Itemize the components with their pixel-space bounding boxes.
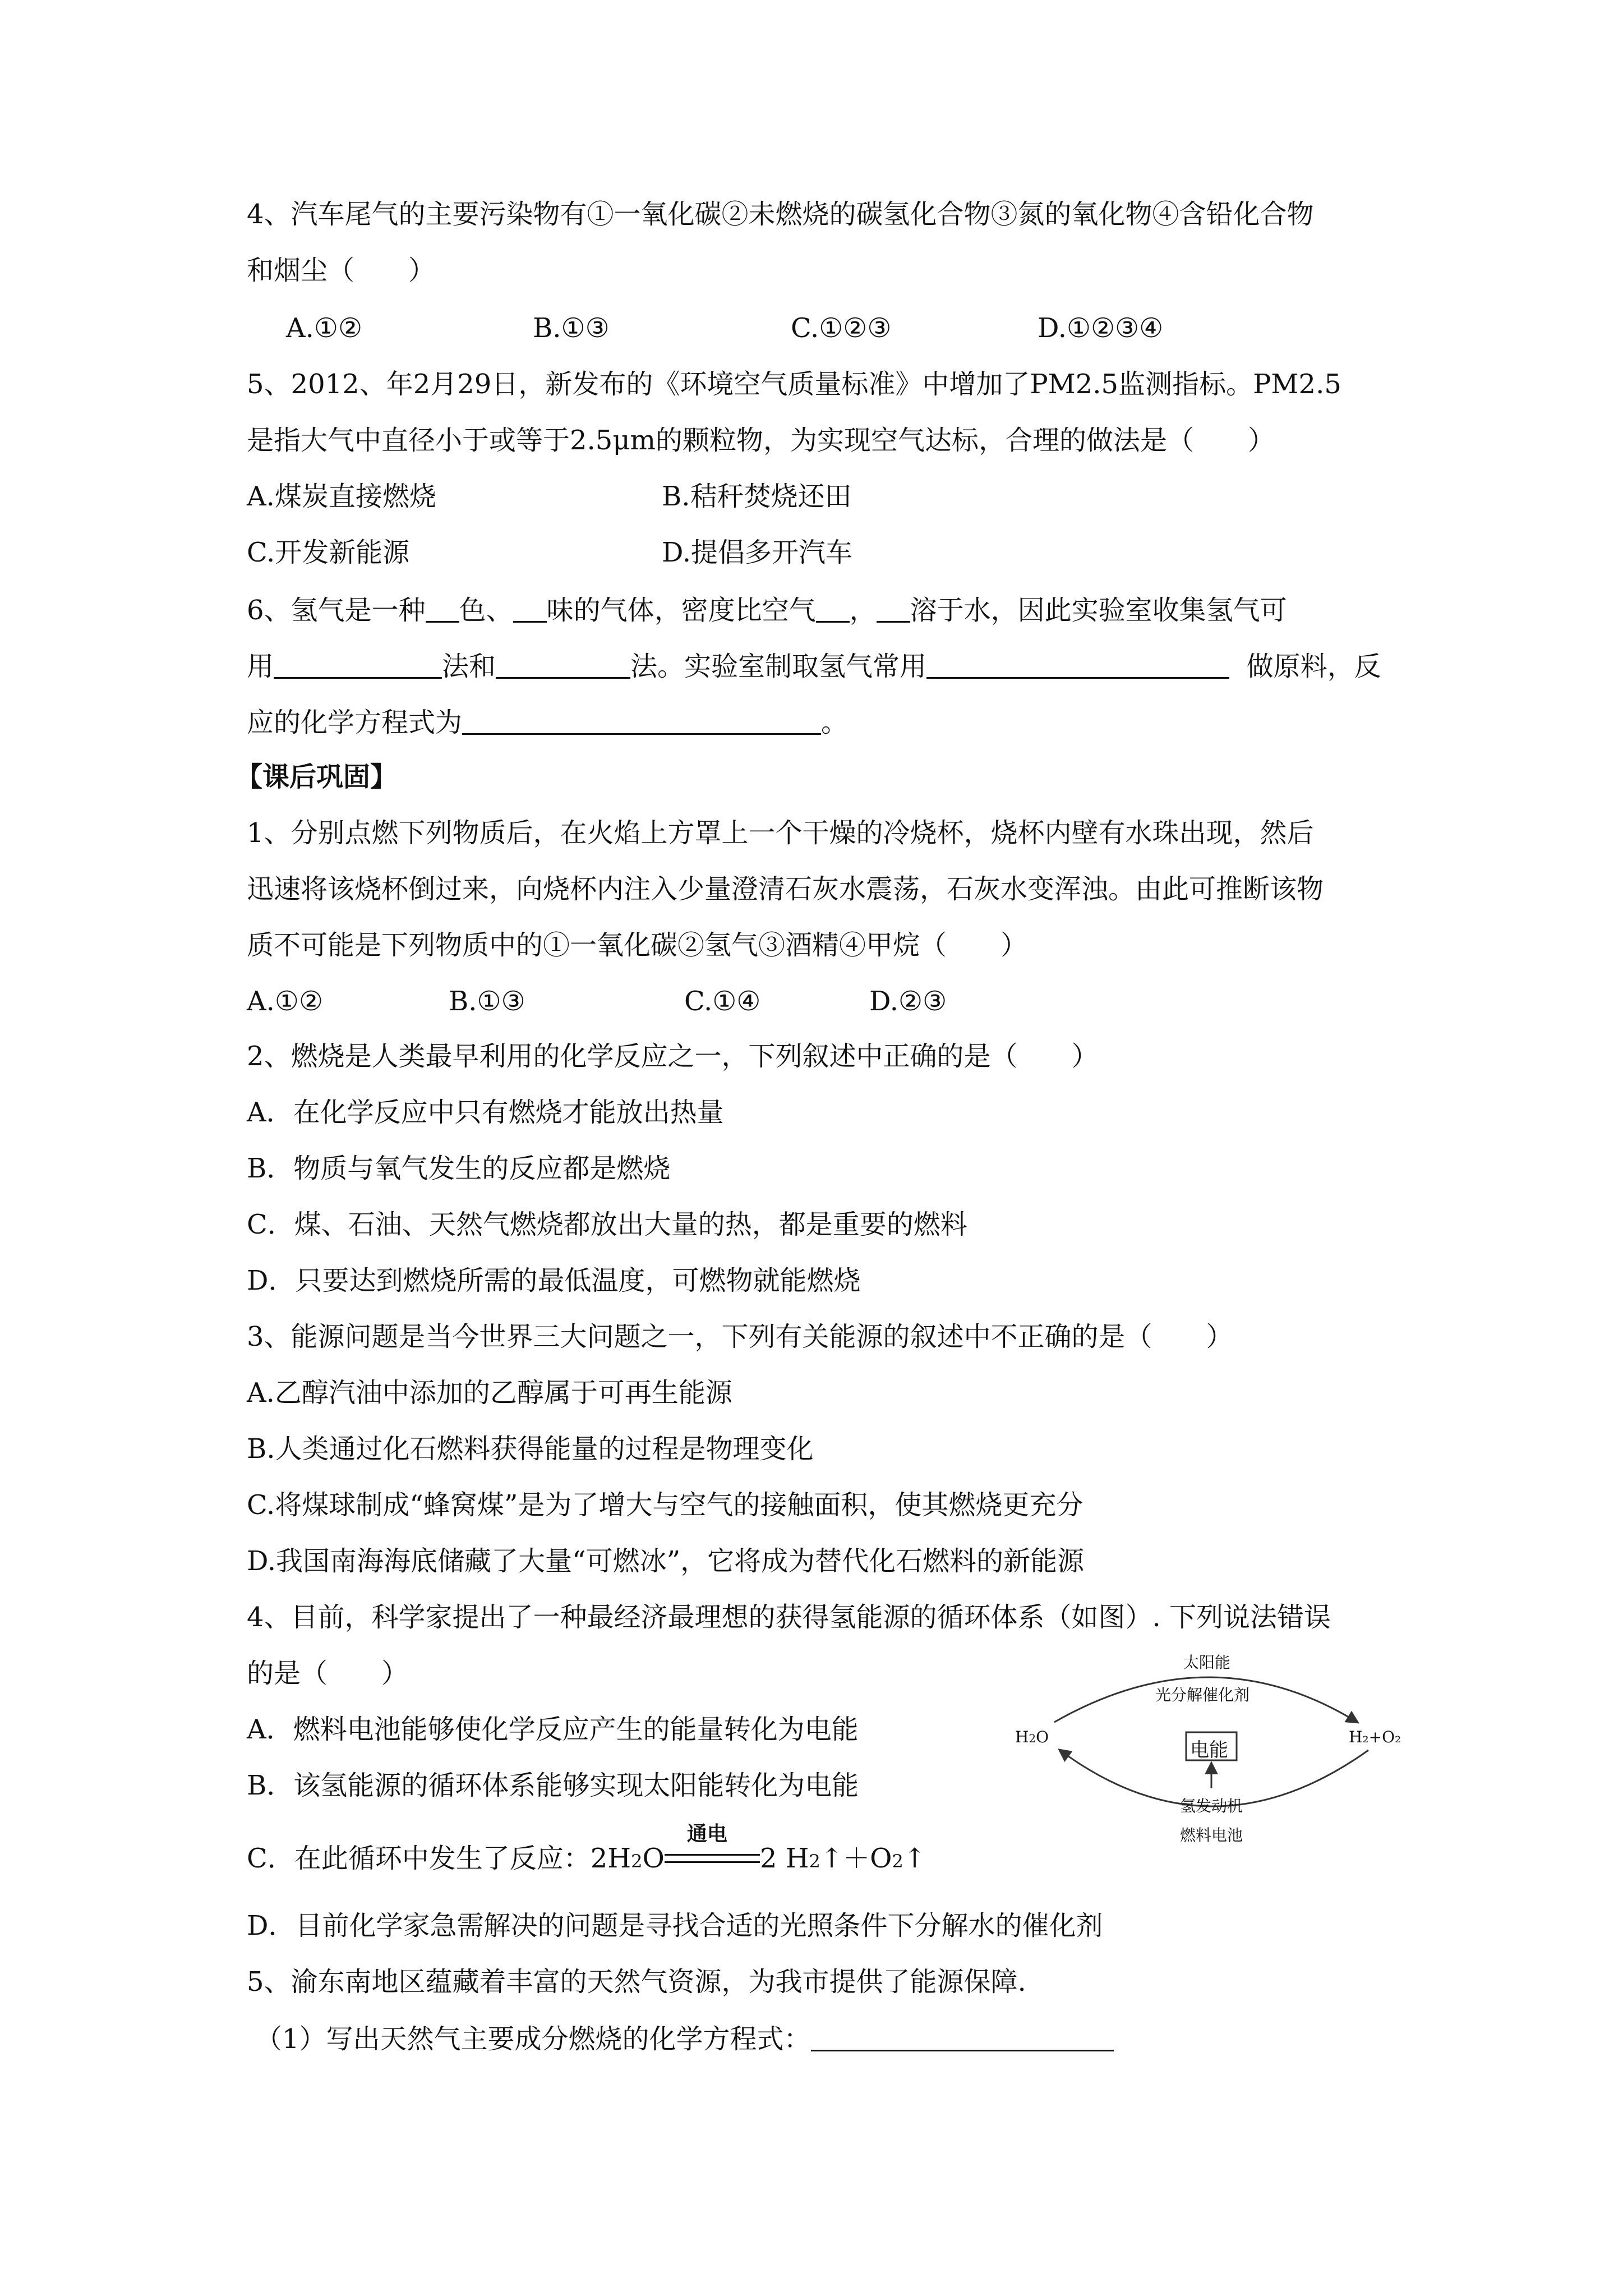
q6a-blank-material[interactable] [926,651,1229,679]
q4a-option-c: C.①②③ [791,312,892,344]
q5a-option-d: D.提倡多开汽车 [662,537,853,568]
diagram-bottom-label-1: 氢发动机 [1180,1797,1243,1815]
q1b-option-d: D.②③ [869,986,947,1017]
q4a-stem-line1: 4、汽车尾气的主要污染物有①一氧化碳②未燃烧的碳氢化合物③氮的氧化物④含铅化合物 [247,199,1314,230]
q4b-option-c [247,1822,926,1878]
q2b-option-d: D．只要达到燃烧所需的最低温度，可燃物就能燃烧 [247,1265,861,1296]
eq-left-o: O [642,1843,665,1874]
q5b-sub1-text: （1）写出天然气主要成分燃烧的化学方程式： [255,2023,811,2055]
q5a-options-row2 [247,536,852,569]
eq-sub-2: 2 [809,1851,820,1872]
q5a-option-c: C.开发新能源 [247,537,410,568]
eq-sub-1: 2 [631,1851,643,1872]
q4b-option-d: D．目前化学家急需解决的问题是寻找合适的光照条件下分解水的催化剂 [247,1910,1103,1941]
q6a-text-3: 味的气体，密度比空气 [546,595,816,626]
q4b-option-c-prefix: C．在此循环中发生了反应： [247,1843,591,1874]
q4b-stem-line1: 4、目前，科学家提出了一种最经济最理想的获得氢能源的循环体系（如图）. 下列说法错误 [247,1602,1331,1633]
q4a-option-d: D.①②③④ [1038,312,1164,344]
q6a-text-8: 法。实验室制取氢气常用 [630,651,927,682]
q1b-stem-line2: 迅速将该烧杯倒过来，向烧杯内注入少量澄清石灰水震荡，石灰水变浑浊。由此可推断该物 [247,873,1324,905]
q4b-stem-line2: 的是（ ） [247,1658,409,1689]
q1b-option-c: C.①④ [684,986,761,1017]
q3b-option-c: C.将煤球制成“蜂窝煤”是为了增大与空气的接触面积，使其燃烧更充分 [247,1489,1083,1521]
hydrogen-cycle-diagram [1015,1638,1402,1874]
diagram-top-label-1: 太阳能 [1183,1653,1231,1672]
q5a-options-row1 [247,480,852,513]
diagram-left-sub: 2 [1029,1732,1036,1745]
q1b-options [247,984,947,1018]
diagram-bottom-label-2: 燃料电池 [1180,1826,1243,1844]
q6a-blank-solubility[interactable] [877,595,910,623]
q4a-options [286,311,1163,345]
q3b-option-b: B.人类通过化石燃料获得能量的过程是物理变化 [247,1433,814,1465]
q6a-text-9: 做原料，反 [1246,651,1381,682]
q4b-option-a: A．燃料电池能够使化学反应产生的能量转化为电能 [247,1714,859,1745]
diagram-center-label: 电能 [1190,1739,1228,1761]
q5a-option-a: A.煤炭直接燃烧 [247,481,436,512]
q6a-line1 [247,593,1287,627]
q6a-line3 [247,706,848,739]
q6a-blank-color[interactable] [426,595,459,623]
q1b-stem-line3: 质不可能是下列物质中的①一氧化碳②氢气③酒精④甲烷（ ） [247,930,1028,961]
eq-left-h: 2H [590,1843,631,1874]
q6a-text-7: 法和 [442,651,496,682]
q4a-option-b: B.①③ [533,312,610,344]
q5b-blank-equation[interactable] [811,2024,1114,2051]
q1b-option-a: A.①② [247,986,323,1017]
q3b-option-a: A.乙醇汽油中添加的乙醇属于可再生能源 [247,1377,732,1409]
eq-plus-o: ↑＋O [820,1843,892,1874]
q6a-blank-density[interactable] [816,595,850,623]
eq-up-arrow: ↑ [903,1843,926,1874]
diagram-top-label-2: 光分解催化剂 [1155,1686,1250,1704]
q6a-blank-method2[interactable] [496,651,630,679]
diagram-left-o: O [1036,1728,1049,1746]
equation-left [591,1843,665,1874]
eq-sub-3: 2 [892,1851,903,1872]
eq-right-h: 2 H [759,1843,809,1874]
section-title: 【课后巩固】 [236,761,398,793]
q1b-stem-line1: 1、分别点燃下列物质后，在火焰上方罩上一个干燥的冷烧杯，烧杯内壁有水珠出现，然后 [247,817,1314,849]
q5a-option-b: B.秸秆焚烧还田 [662,481,852,512]
q6a-text-6: 用 [247,651,274,682]
q2b-stem: 2、燃烧是人类最早利用的化学反应之一，下列叙述中正确的是（ ） [247,1041,1099,1072]
q6a-text-10: 应的化学方程式为 [247,707,463,738]
q6a-text-11: 。 [821,707,849,738]
q6a-text-4: ， [849,595,877,626]
diagram-left-h: H [1015,1728,1029,1746]
q5a-stem-line1: 5、2012、年2月29日，新发布的《环境空气质量标准》中增加了PM2.5监测指标。PM2.5 [247,369,1341,400]
equation-condition [665,1822,760,1875]
q5b-sub1 [255,2022,1114,2056]
q2b-option-c: C．煤、石油、天然气燃烧都放出大量的热，都是重要的燃料 [247,1209,967,1240]
q6a-blank-method1[interactable] [274,651,442,679]
q6a-text-5: 溶于水，因此实验室收集氢气可 [910,595,1287,626]
q4b-option-b: B．该氢能源的循环体系能够实现太阳能转化为电能 [247,1770,859,1801]
q6a-text-1: 6、氢气是一种 [247,595,426,626]
q5a-stem-line2: 是指大气中直径小于或等于2.5μm的颗粒物，为实现空气达标，合理的做法是（ ） [247,425,1275,456]
q2b-option-a: A．在化学反应中只有燃烧才能放出热量 [247,1097,724,1128]
q6a-blank-smell[interactable] [513,595,547,623]
q6a-blank-equation[interactable] [462,707,821,735]
q5b-stem: 5、渝东南地区蕴藏着丰富的天然气资源，为我市提供了能源保障. [247,1966,1026,1998]
diagram-left-label [1015,1728,1049,1746]
eq-double-line [665,1854,760,1863]
diagram-right-label: H₂+O₂ [1349,1728,1401,1746]
q4a-stem-line2: 和烟尘（ ） [247,255,436,286]
q1b-option-b: B.①③ [449,986,525,1017]
q6a-text-2: 色、 [459,595,513,626]
q6a-line2 [247,650,1381,683]
q2b-option-b: B．物质与氧气发生的反应都是燃烧 [247,1153,671,1184]
q4a-option-a: A.①② [286,312,362,344]
eq-condition-label: 通电 [686,1822,727,1846]
q3b-stem: 3、能源问题是当今世界三大问题之一，下列有关能源的叙述中不正确的是（ ） [247,1321,1233,1352]
q3b-option-d: D.我国南海海底储藏了大量“可燃冰”，它将成为替代化石燃料的新能源 [247,1545,1085,1577]
